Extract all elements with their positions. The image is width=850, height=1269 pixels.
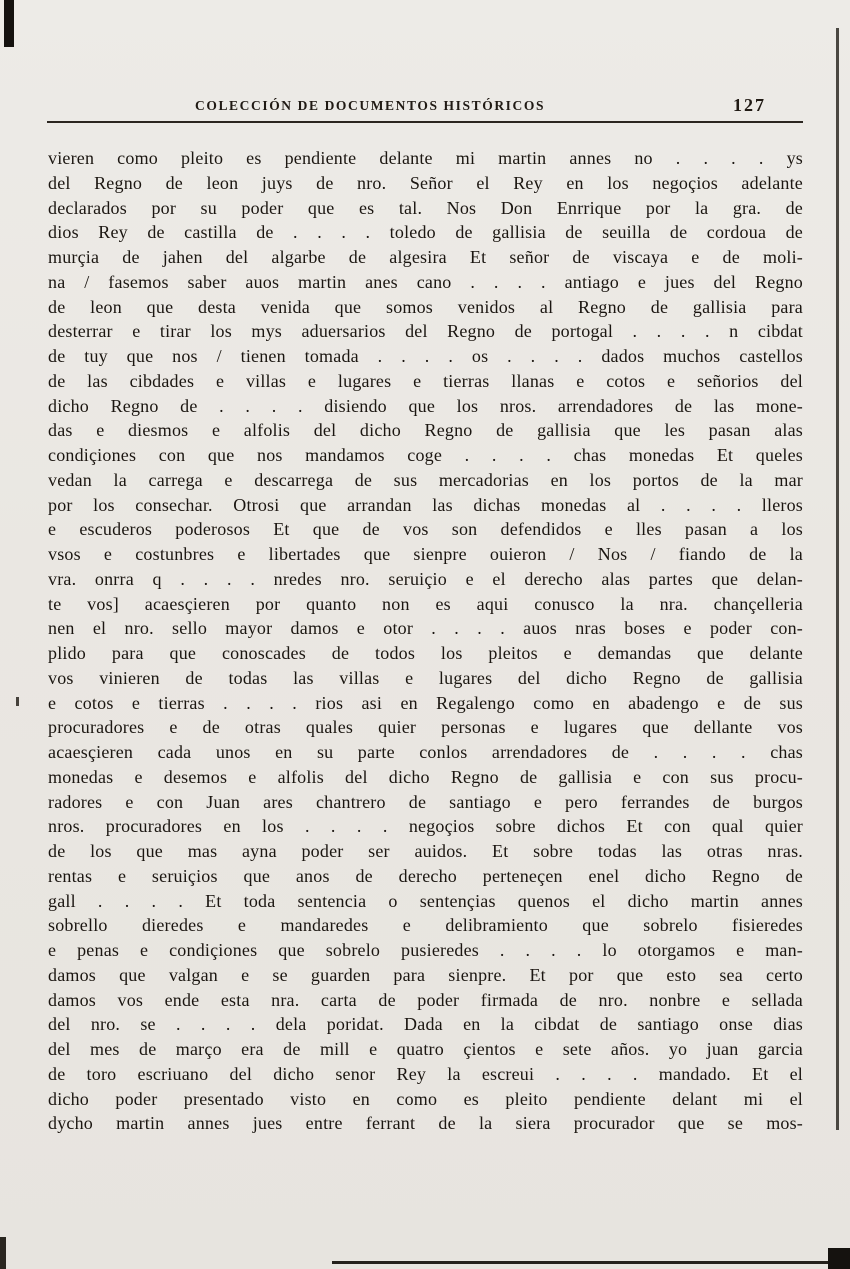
header-rule — [47, 121, 803, 123]
text-line: nen el nro. sello mayor damos e otor . . . . auos nras boses e poder con- — [48, 618, 803, 639]
text-line: murçia de jahen del algarbe de algesira Et señor de viscaya e de moli- — [48, 247, 803, 267]
text-line: plido para que conoscades de todos los pleitos e demandas que delante — [48, 643, 803, 663]
text-line: e penas e condiçiones que sobrelo pusieredes . . . . lo otorgamos e man- — [48, 940, 803, 960]
text-line: dycho martin annes jues entre ferrant de la siera procurador que se mos- — [48, 1113, 803, 1134]
text-line: nros. procuradores en los . . . . negoçios sobre dichos Et con qual quier — [48, 816, 803, 837]
text-line: del nro. se . . . . dela poridat. Dada en la cibdat de santiago onse dias — [48, 1014, 803, 1035]
text-line: vra. onrra q . . . . nredes nro. seruiçio e el derecho alas partes que delan- — [48, 568, 803, 589]
scan-artifact-bottom-edge — [332, 1261, 850, 1264]
text-line: vsos e costunbres e libertades que sienpre ouieron / Nos / fiando de la — [48, 544, 803, 564]
text-line: damos vos ende esta nra. carta de poder firmada de nro. nonbre e sellada — [48, 989, 803, 1010]
text-line: te vos] acaesçieren por quanto non es aqui conusco la nra. chançelleria — [48, 593, 803, 614]
text-line: rentas e seruiçios que anos de derecho perteneçen enel dicho Regno de — [48, 865, 803, 886]
text-line: dicho Regno de . . . . disiendo que los nros. arrendadores de las mone- — [48, 395, 803, 416]
text-line: vieren como pleito es pendiente delante mi martin annes no . . . . ys — [48, 148, 803, 168]
text-line: del Regno de leon juys de nro. Señor el Rey en los negoçios adelante — [48, 172, 803, 193]
text-line: vedan la carrega e descarrega de sus mercadorias en los portos de la mar — [48, 469, 803, 490]
text-line: acaesçieren cada unos en su parte conlos arrendadores de . . . . chas — [48, 742, 803, 762]
scan-artifact-left-speck — [16, 697, 19, 706]
scan-artifact-top-left — [4, 0, 14, 47]
text-line: e escuderos poderosos Et que de vos son defendidos e lles pasan a los — [48, 519, 803, 540]
text-line: de las cibdades e villas e lugares e tierras llanas e cotos e señorios del — [48, 370, 803, 391]
text-line: de los que mas ayna poder ser auidos. Et sobre todas las otras nras. — [48, 841, 803, 861]
text-line: radores e con Juan ares chantrero de santiago e pero ferrandes de burgos — [48, 791, 803, 812]
scan-artifact-right-edge — [836, 28, 839, 1130]
text-line: de toro escriuano del dicho senor Rey la escreui . . . . mandado. Et el — [48, 1063, 803, 1084]
text-line: e cotos e tierras . . . . rios asi en Regalengo como en abadengo e de sus — [48, 692, 803, 713]
text-line: damos que valgan e se guarden para sienpre. Et por que esto sea certo — [48, 964, 803, 985]
text-line: das e diesmos e alfolis del dicho Regno de gallisia que les pasan alas — [48, 420, 803, 441]
text-line: por los consechar. Otrosi que arrandan las dichas monedas al . . . . lleros — [48, 494, 803, 515]
text-line: dios Rey de castilla de . . . . toledo de gallisia de seuilla de cordoua de — [48, 222, 803, 243]
text-line: declarados por su poder que es tal. Nos Don Enrrique por la gra. de — [48, 197, 803, 218]
scan-artifact-bottom-left — [0, 1237, 6, 1269]
text-line: na / fasemos saber auos martin anes cano . . . . antiago e jues del Regno — [48, 271, 803, 292]
scan-artifact-bottom-right — [828, 1248, 850, 1269]
document-body — [48, 146, 803, 1136]
page-header — [47, 95, 803, 117]
text-line: vos vinieren de todas las villas e lugares del dicho Regno de gallisia — [48, 667, 803, 688]
page-number: 127 — [733, 95, 766, 115]
text-line: gall . . . . Et toda sentencia o sentençias quenos el dicho martin annes — [48, 890, 803, 911]
header-title: COLECCIÓN DE DOCUMENTOS HISTÓRICOS — [195, 98, 546, 113]
text-line: de tuy que nos / tienen tomada . . . . os . . . . dados muchos castellos — [48, 346, 803, 366]
text-line: monedas e desemos e alfolis del dicho Regno de gallisia e con sus procu- — [48, 766, 803, 787]
text-line: dicho poder presentado visto en como es pleito pendiente delant mi el — [48, 1088, 803, 1109]
text-line: del mes de março era de mill e quatro çientos e sete años. yo juan garcia — [48, 1039, 803, 1059]
text-line: de leon que desta venida que somos venidos al Regno de gallisia para — [48, 296, 803, 317]
text-line: sobrello dieredes e mandaredes e delibramiento que sobrelo fisieredes — [48, 915, 803, 936]
text-line: procuradores e de otras quales quier personas e lugares que dellante vos — [48, 717, 803, 738]
text-line: desterrar e tirar los mys aduersarios del Regno de portogal . . . . n cibdat — [48, 321, 803, 342]
text-line: condiçiones con que nos mandamos coge . . . . chas monedas Et queles — [48, 445, 803, 465]
